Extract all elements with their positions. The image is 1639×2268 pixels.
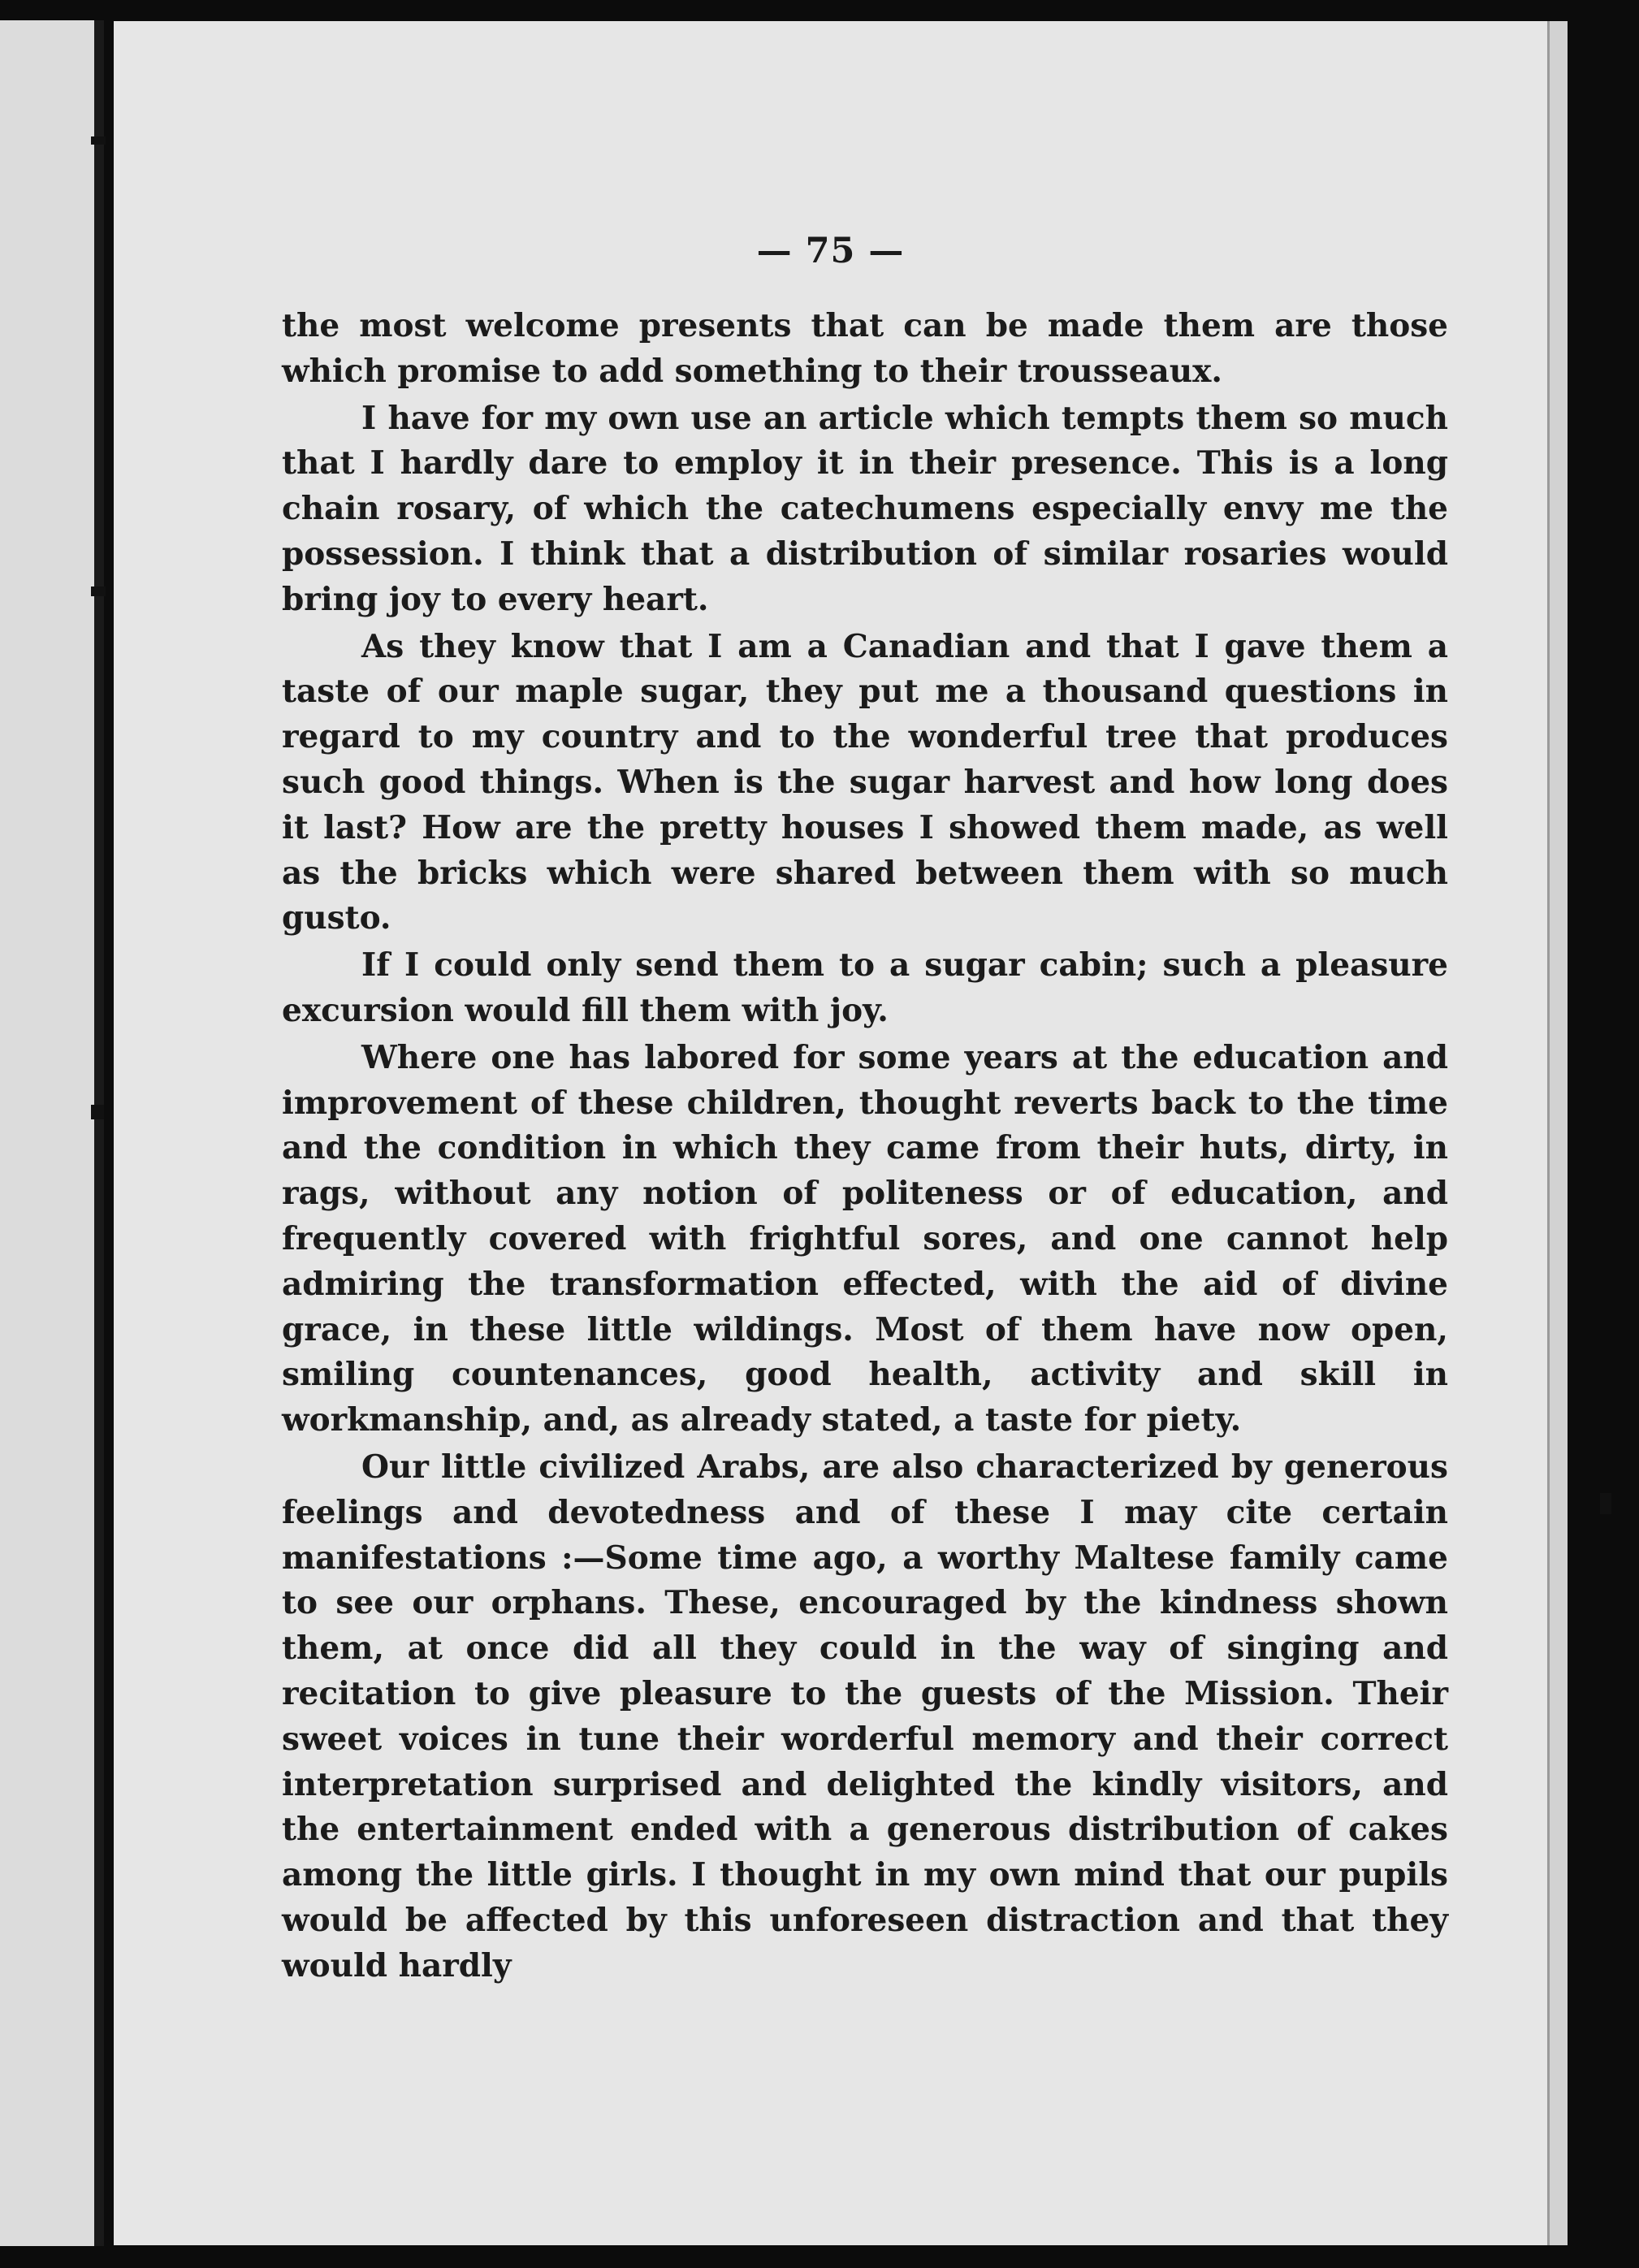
binding-mark-top bbox=[91, 136, 106, 145]
paragraph-3: As they know that I am a Canadian and that I gave them a taste of our maple sugar, they put me a thousand questions in regard to my country and to the wonderful tree that produces such good things. When is the sugar harvest and how long does it last? How are the pretty houses I showed them made, as well as the bricks which were shared between them with so much gusto. bbox=[282, 627, 1448, 937]
paragraph-5: Where one has labored for some years at the education and improvement of these children, thought reverts back to the time and the condition in which they came from their huts, dirty, in rags, without any notion of politeness or of education, and frequently covered with frightful sores, and one cannot help admiring the transformation effected, with the aid of divine grace, in these little wildings. Most of them have now open, smiling countenances, good health, activity and skill in workmanship, and, as already stated, a taste for piety. bbox=[282, 1038, 1448, 1439]
paragraph-4: If I could only send them to a sugar cabin; such a pleasure excursion would fill them with joy. bbox=[282, 946, 1448, 1029]
page-number: — 75 — bbox=[756, 231, 905, 271]
binding-mark-middle bbox=[91, 586, 106, 596]
paragraph-6: Our little civilized Arabs, are also characterized by generous feelings and devotedness and of these I may cite certain manifestations :—Some time ago, a worthy Maltese family came to see our orphans. These, encouraged by the kindness shown them, at once did all they could in the way of singing and recitation to give pleasure to the guests of the Mission. Their sweet voices in tune their worderful memory and their correct interpretation surprised and delighted the kindly visitors, and the entertainment ended with a generous distribution of cakes among the little girls. I thought in my own mind that our pupils would be affected by this unforeseen distraction and that they would hardly bbox=[282, 1448, 1448, 1984]
paragraph-1: the most welcome presents that can be made them are those which promise to add something to their trousseaux. bbox=[282, 307, 1448, 390]
scan-speck-right bbox=[1600, 1493, 1611, 1514]
paragraph-2: I have for my own use an article which tempts them so much that I hardly dare to employ it in their presence. This is a long chain rosary, of which the catechumens especially envy me the possession. I think that a distribution of similar rosaries would bring joy to every heart. bbox=[282, 399, 1448, 618]
left-page-binding bbox=[94, 20, 104, 2246]
binding-mark-lower bbox=[91, 1105, 104, 1119]
right-page-edge bbox=[1547, 21, 1568, 2245]
book-page bbox=[114, 21, 1547, 2245]
page-body bbox=[282, 304, 1448, 1989]
left-page-edge bbox=[0, 20, 104, 2246]
